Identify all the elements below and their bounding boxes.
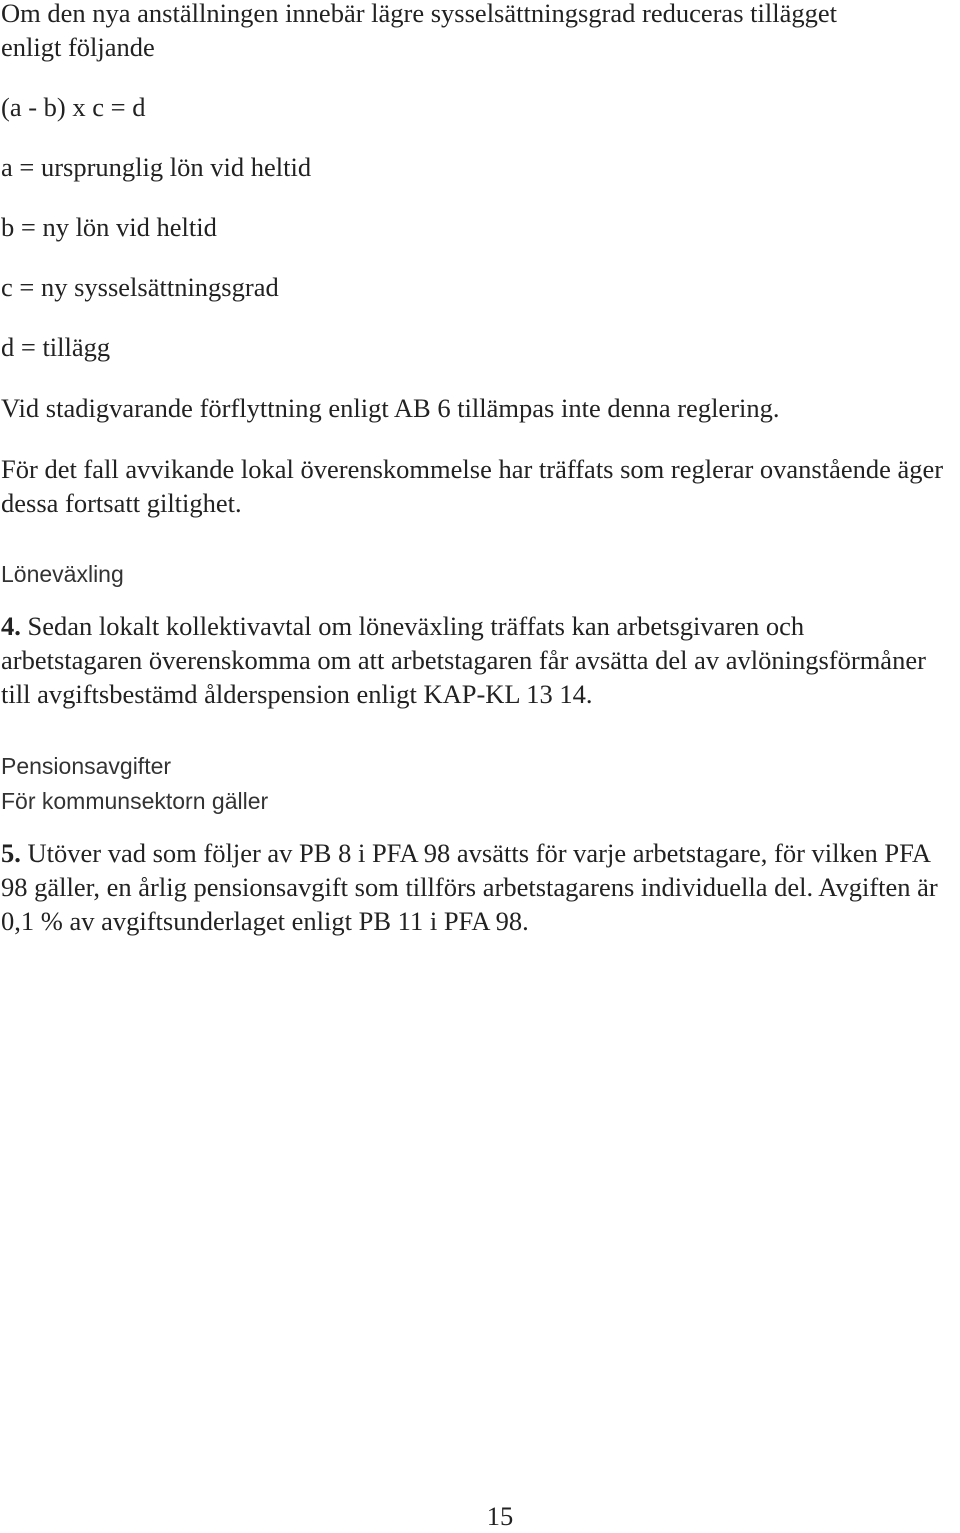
definition-b: b = ny lön vid heltid: [1, 212, 217, 242]
page-number: 15: [486, 1500, 514, 1531]
section-5-text: Utöver vad som följer av PB 8 i PFA 98 avsätts för varje arbetstagare, för vilken PFA 98 gäller, en årlig pensionsavgift som tillförs arbetstagarens individuella del. Avgiften är 0,1 % av avgiftsunderlaget enligt PB 11 i PFA 98.: [1, 838, 938, 936]
intro-line-2: enligt följande: [1, 32, 155, 62]
definition-c: c = ny sysselsättningsgrad: [1, 272, 279, 302]
heading-salary-exchange: Löneväxling: [1, 561, 124, 587]
section-5-number: 5.: [1, 838, 21, 868]
heading-pension-fees: Pensionsavgifter: [1, 753, 172, 779]
definition-d: d = tillägg: [1, 332, 111, 362]
section-4-paragraph: [1, 609, 947, 711]
definition-a: a = ursprunglig lön vid heltid: [1, 152, 312, 182]
section-5-paragraph: [1, 836, 947, 938]
relocation-rule: Vid stadigvarande förflyttning enligt AB 6 tillämpas inte denna reglering.: [1, 393, 780, 423]
section-4-number: 4.: [1, 611, 21, 641]
section-4-text: Sedan lokalt kollektivavtal om löneväxling träffats kan arbetsgivaren och arbetstagaren överenskomma om att arbetstagaren får avsätta del av avlöningsförmåner till avgiftsbestämd ålderspension enligt KAP-KL 13 14.: [1, 611, 926, 709]
intro-line-1: Om den nya anställningen innebär lägre sysselsättningsgrad reduceras tillägget: [1, 0, 837, 28]
heading-municipal-sector: För kommunsektorn gäller: [1, 788, 269, 814]
formula: (a - b) x c = d: [1, 92, 146, 122]
local-agreement-paragraph: För det fall avvikande lokal överenskommelse har träffats som reglerar ovanstående äger dessa fortsatt giltighet.: [1, 454, 944, 518]
